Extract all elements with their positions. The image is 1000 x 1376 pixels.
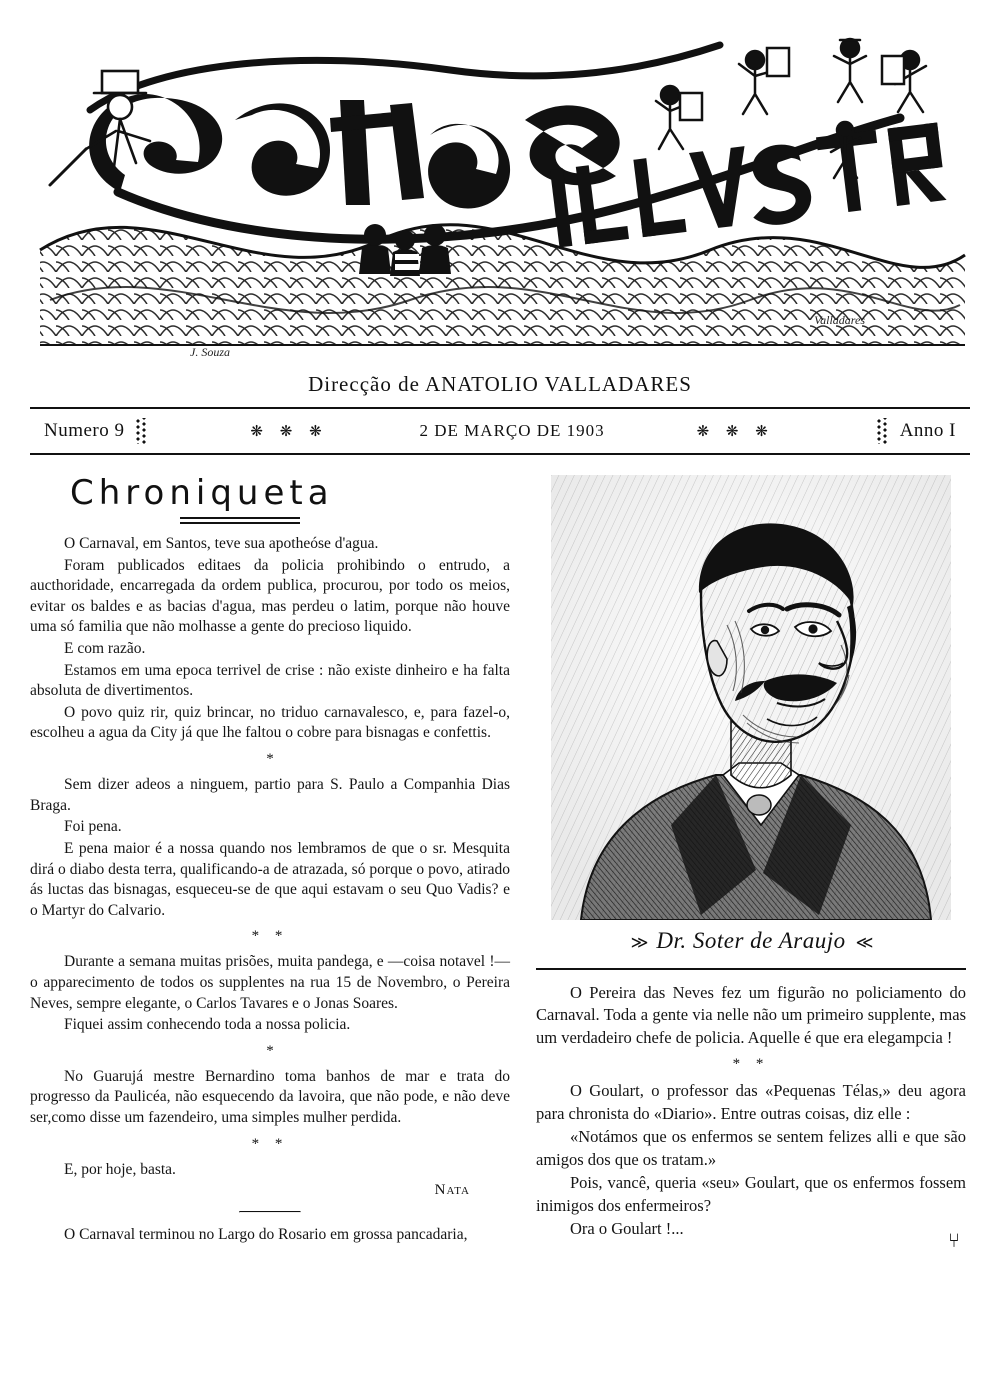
paragraph: E, por hoje, basta.	[64, 1160, 176, 1178]
portrait-engraving	[551, 475, 951, 920]
paragraph: Estamos em uma epoca terrivel de crise : não existe dinheiro e ha falta absoluta de divertimentos.	[30, 661, 510, 700]
issue-year: Anno I	[899, 420, 956, 441]
author-signature: Nata	[434, 1182, 470, 1199]
portrait-caption	[536, 928, 966, 954]
content-columns	[30, 469, 970, 1252]
section-title-chroniqueta: Chroniqueta	[70, 473, 334, 513]
page-mark: ⑂	[948, 1229, 960, 1252]
paragraph: «Notámos que os enfermos se sentem felizes alli e que são amigos dos que os tratam.»	[536, 1127, 966, 1169]
paragraph: Foram publicados editaes da policia prohibindo o entrudo, a aucthoridade, encarregada da ordem publica, procurou, por todo os meios, evitar os baldes e as bacias d'agua, mas perdeu o latim, porque não houve uma só familia que não molhasse a gente do precioso liquido.	[30, 556, 510, 636]
paragraph: O Pereira das Neves fez um figurão no policiamento do Carnaval. Toda a gente via nelle não um primeiro supplente, mas um verdadeiro chefe de policia. Aquelle é que era elegampcia !	[536, 983, 966, 1047]
paragraph: E pena maior é a nossa quando nos lembramos de que o sr. Mesquita dirá o diabo desta terra, qualificando-a de atrazada, só porque o povo, atirado ás luctas das bisnagas, esqueceu-se de que aqui estavam o seu Quo Vadis? e o Martyr do Calvario.	[30, 839, 510, 919]
direction-line: Direcção de ANATOLIO VALLADARES	[308, 372, 692, 396]
ornament-right: ❋ ❋ ❋	[696, 422, 774, 440]
artist-signature-left: J. Souza	[190, 345, 230, 359]
flourish-left-icon: ≫	[630, 933, 647, 953]
paragraph-separator: *	[266, 751, 274, 768]
paragraph: No Guarujá mestre Bernardino toma banhos de mar e trata do progresso da Paulicéa, não esquecendo da lavoira, que não pode, e não deve ser,como disse um fazendeiro, uma simples mulher perdida.	[30, 1067, 510, 1127]
portrait-image	[551, 475, 951, 920]
paragraph: Durante a semana muitas prisões, muita pandega, e —coisa notavel !—o apparecimento de todos os supplentes na rua 15 de Novembro, o Pereira Neves, sempre elegante, o Carlos Tavares e o Jonas Soares.	[30, 953, 510, 1012]
paragraph: Ora o Goulart !...	[570, 1218, 684, 1238]
right-column	[536, 469, 966, 1252]
paragraph: O Carnaval terminou no Largo do Rosario em grossa pancadaria,	[64, 1226, 468, 1244]
flourish-right-icon: ≪	[855, 933, 872, 953]
ornament-left: ❋ ❋ ❋	[250, 422, 328, 440]
paragraph: Pois, vancê, queria «seu» Goulart, que os enfermos fossem inimigos dos enfermeiros?	[536, 1173, 966, 1215]
issue-number: Numero 9	[44, 420, 125, 441]
paragraph-separator: * *	[251, 1135, 289, 1152]
paragraph: E com razão.	[64, 640, 146, 658]
issue-date: 2 DE MARÇO DE 1903	[419, 421, 605, 440]
left-column	[30, 469, 510, 1247]
section-divider	[239, 1211, 301, 1213]
paragraph: Sem dizer adeos a ninguem, partio para S. Paulo a Companhia Dias Braga.	[30, 776, 510, 814]
column-divider	[536, 968, 966, 970]
dot-separator-left	[135, 418, 149, 444]
title-rule	[180, 517, 300, 524]
paragraph-separator: * *	[732, 1056, 770, 1073]
paragraph: O Goulart, o professor das «Pequenas Télas,» deu agora para chronista do «Diario». Entre outras coisas, diz elle :	[536, 1081, 966, 1123]
paragraph: Fiquei assim conhecendo toda a nossa policia.	[64, 1016, 351, 1034]
dot-separator-right	[876, 418, 890, 444]
masthead-banner	[30, 0, 970, 370]
paragraph-separator: * *	[251, 928, 289, 945]
paragraph-separator: *	[266, 1042, 274, 1059]
portrait-caption-text: Dr. Soter de Araujo	[656, 928, 846, 953]
artist-signature-right: Valladares	[814, 313, 865, 327]
paragraph: O Carnaval, em Santos, teve sua apotheóse d'agua.	[64, 535, 379, 552]
paragraph: Foi pena.	[64, 818, 122, 836]
paragraph: O povo quiz rir, quiz brincar, no triduo carnavalesco, e, para fazel-o, escolheu a agua da City já que lhe faltou o cobre para bisnagas e confettis.	[30, 703, 510, 742]
issue-bar	[30, 407, 970, 455]
